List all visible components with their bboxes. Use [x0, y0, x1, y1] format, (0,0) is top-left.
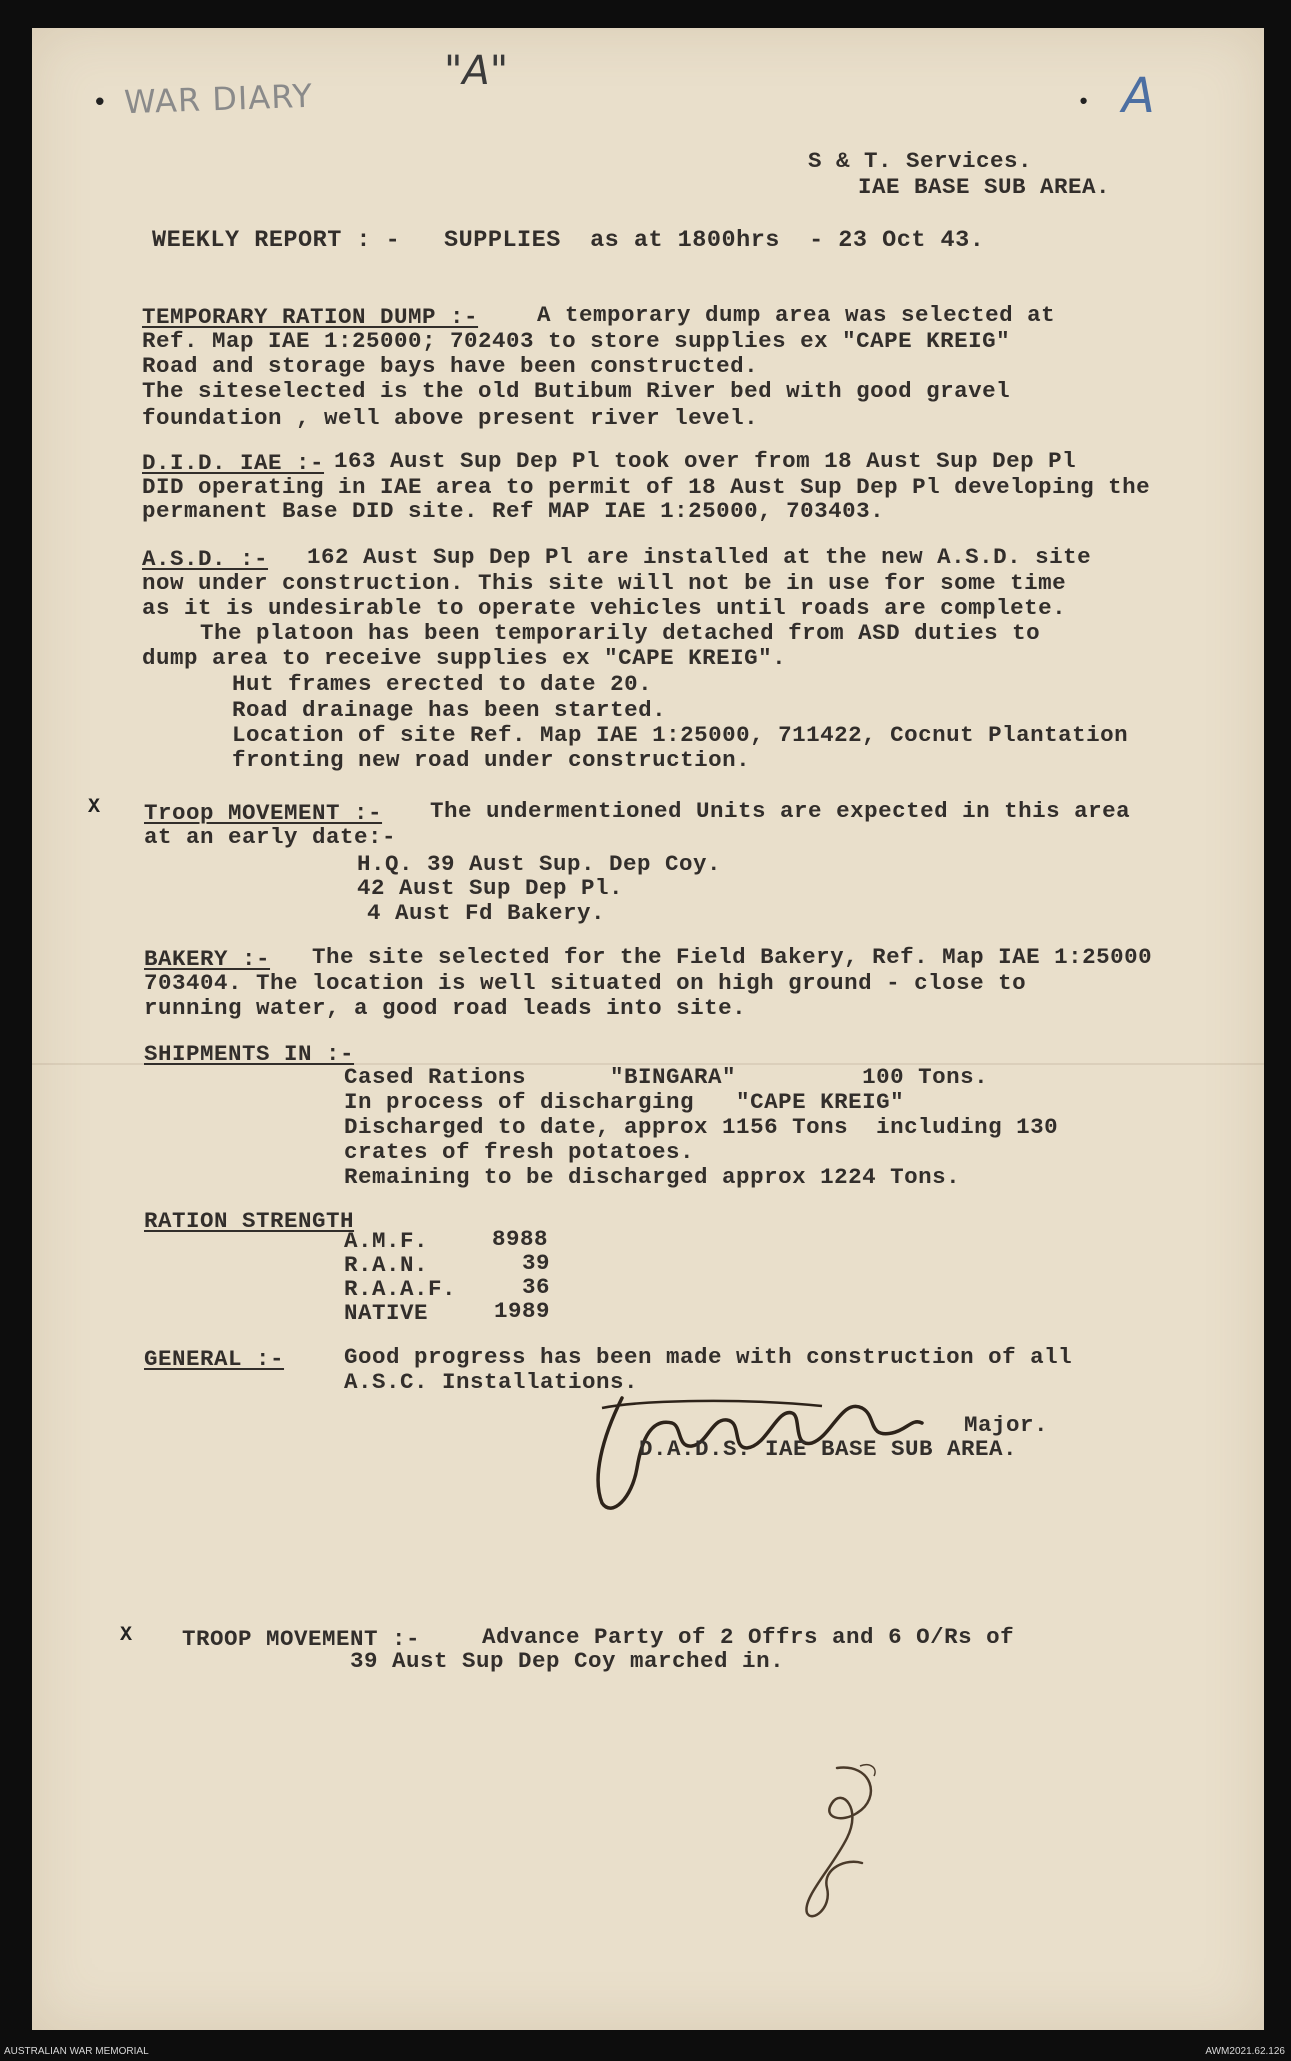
troop-movement-2-line: 39 Aust Sup Dep Coy marched in. [350, 1648, 785, 1674]
strength-label: NATIVE [344, 1300, 429, 1326]
shipment-line: In process of discharging "CAPE KREIG" [344, 1089, 905, 1115]
troop-movement-line: at an early date:- [144, 824, 397, 850]
signatory-rank: Major. [964, 1412, 1049, 1438]
strength-label: R.A.A.F. [344, 1276, 457, 1302]
ration-strength-heading: RATION STRENGTH [144, 1208, 355, 1234]
asd-line: fronting new road under construction. [204, 747, 751, 773]
strength-label: A.M.F. [344, 1228, 429, 1254]
unit-item: 42 Aust Sup Dep Pl. [357, 875, 624, 901]
ration-dump-line: Road and storage bays have been constructed. [142, 353, 759, 379]
general-line: Good progress has been made with construction of all [344, 1344, 1073, 1370]
general-heading: GENERAL :- [144, 1346, 285, 1372]
shipments-heading: SHIPMENTS IN :- [144, 1041, 355, 1067]
ration-dump-line: The siteselected is the old Butibum River bed with good gravel [142, 378, 1011, 404]
shipment-line: Discharged to date, approx 1156 Tons including 130 [344, 1114, 1059, 1140]
strength-value: 36 [522, 1274, 551, 1300]
bakery-heading: BAKERY :- [144, 946, 271, 972]
margin-x-marker: X [120, 1624, 133, 1647]
ration-dump-heading: TEMPORARY RATION DUMP :- [142, 304, 479, 330]
ration-dump-line: A temporary dump area was selected at [537, 302, 1056, 328]
top-a-annotation: "A" [444, 48, 509, 94]
asd-heading: A.S.D. :- [142, 546, 269, 572]
corner-a-annotation: A [1122, 68, 1155, 124]
troop-movement-2-heading: TROOP MOVEMENT :- [182, 1626, 421, 1652]
general-line: A.S.C. Installations. [344, 1369, 639, 1395]
document-page [32, 28, 1264, 2030]
hole-punch-mark: • [92, 88, 108, 118]
strength-value: 39 [522, 1250, 551, 1276]
troop-movement-line: The undermentioned Units are expected in this area [430, 798, 1131, 824]
strength-value: 8988 [492, 1226, 549, 1252]
asd-line: as it is undesirable to operate vehicles until roads are complete. [142, 595, 1067, 621]
did-line: permanent Base DID site. Ref MAP IAE 1:25000, 703403. [142, 498, 885, 524]
header-area: IAE BASE SUB AREA. [858, 174, 1111, 200]
bakery-line: running water, a good road leads into site. [144, 995, 747, 1021]
unit-item: H.Q. 39 Aust Sup. Dep Coy. [357, 851, 722, 877]
did-line: DID operating in IAE area to permit of 18 Aust Sup Dep Pl developing the [142, 474, 1151, 500]
header-service: S & T. Services. [808, 148, 1033, 174]
asd-line: Road drainage has been started. [204, 697, 667, 723]
footer-left: AUSTRALIAN WAR MEMORIAL [4, 2046, 149, 2057]
asd-line: Hut frames erected to date 20. [204, 671, 653, 697]
unit-item: 4 Aust Fd Bakery. [367, 900, 606, 926]
initials-scrawl [762, 1758, 912, 1928]
bakery-line: The site selected for the Field Bakery, Ref. Map IAE 1:25000 [312, 944, 1153, 970]
hole-punch-mark: • [1077, 90, 1091, 115]
strength-value: 1989 [494, 1298, 551, 1324]
signatory-title: D.A.D.S. IAE BASE SUB AREA. [639, 1436, 1018, 1462]
ration-dump-line: foundation , well above present river level. [142, 405, 759, 431]
asd-line: Location of site Ref. Map IAE 1:25000, 711422, Cocnut Plantation [204, 722, 1129, 748]
troop-movement-2-line: Advance Party of 2 Offrs and 6 O/Rs of [482, 1624, 1015, 1650]
shipment-line: Cased Rations "BINGARA" 100 Tons. [344, 1064, 989, 1090]
strength-label: R.A.N. [344, 1252, 429, 1278]
asd-line: now under construction. This site will not be in use for some time [142, 570, 1067, 596]
war-diary-stamp: WAR DIARY [123, 76, 314, 122]
ration-dump-line: Ref. Map IAE 1:25000; 702403 to store supplies ex "CAPE KREIG" [142, 328, 1011, 354]
asd-line: The platoon has been temporarily detached from ASD duties to [172, 620, 1041, 646]
troop-movement-heading: Troop MOVEMENT :- [144, 800, 383, 826]
margin-x-marker: X [88, 796, 101, 819]
report-title: WEEKLY REPORT : - SUPPLIES as at 1800hrs - 23 Oct 43. [152, 227, 985, 254]
bakery-line: 703404. The location is well situated on high ground - close to [144, 970, 1027, 996]
asd-line: 162 Aust Sup Dep Pl are installed at the new A.S.D. site [307, 544, 1092, 570]
asd-line: dump area to receive supplies ex "CAPE KREIG". [142, 645, 787, 671]
did-line: 163 Aust Sup Dep Pl took over from 18 Aust Sup Dep Pl [334, 448, 1077, 474]
footer-right: AWM2021.62.126 [1205, 2046, 1285, 2057]
shipment-line: Remaining to be discharged approx 1224 Tons. [344, 1164, 961, 1190]
shipment-line: crates of fresh potatoes. [344, 1139, 695, 1165]
did-heading: D.I.D. IAE :- [142, 450, 325, 476]
